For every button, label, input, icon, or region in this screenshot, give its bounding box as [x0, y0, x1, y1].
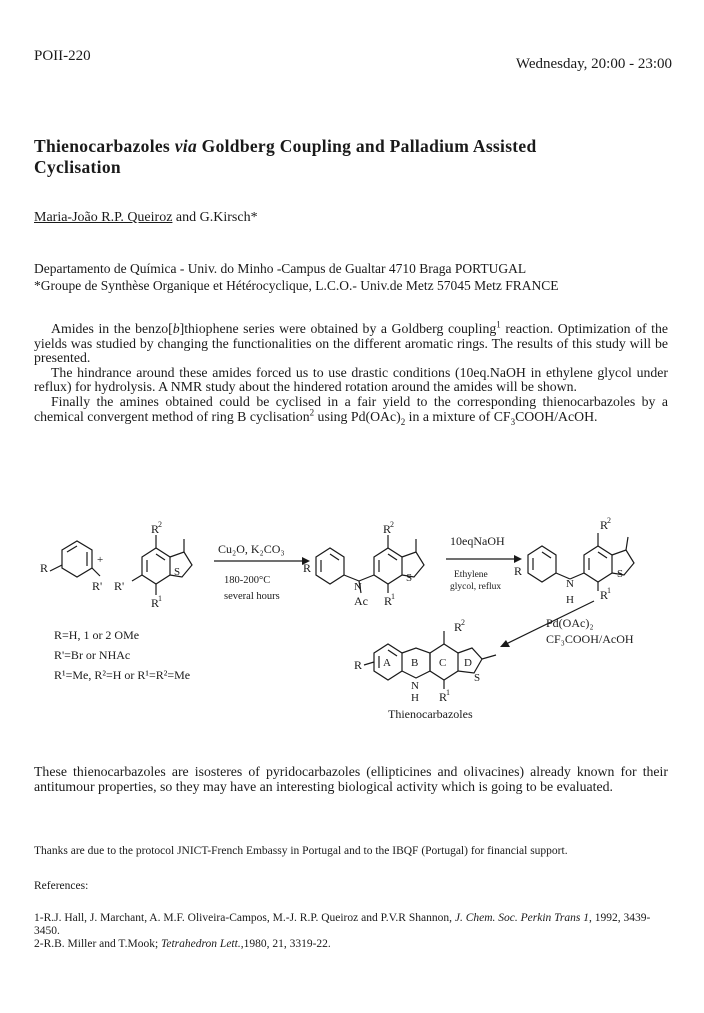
title-part1: Thienocarbazoles [34, 136, 175, 156]
scheme-lines [50, 533, 634, 689]
ring-label-b: B [411, 657, 419, 669]
p1-text-c: ]thiophene series were obtained by a Goldberg coupling [179, 321, 497, 336]
affiliation-2: *Groupe de Synthèse Organique et Hétérocyclique, L.C.O.- Univ.de Metz 57045 Metz FRANCE [34, 278, 559, 293]
step2-solvent-1: Ethylene [454, 570, 488, 580]
sup-r2-3: 2 [607, 516, 611, 525]
sup-r1-3: 1 [607, 586, 611, 595]
sup-r2-2: 2 [390, 520, 394, 529]
condition-3: R¹=Me, R²=H or R¹=R²=Me [54, 668, 191, 682]
references-heading: References: [34, 880, 89, 892]
ring-label-d: D [464, 657, 472, 669]
paper-title [34, 136, 674, 178]
title-via: via [174, 136, 197, 156]
acknowledgement: Thanks are due to the protocol JNICT-French Embassy in Portugal and to the IBQF (Portugal) for financial support. [34, 845, 568, 857]
label-r2-2: R [383, 522, 392, 536]
title-part2: Goldberg Coupling and Palladium Assisted [197, 136, 537, 156]
ring-label-c: C [439, 657, 447, 669]
ref2-authors: 2-R.B. Miller and T.Mook; [34, 938, 162, 950]
sup-r2-1: 2 [158, 520, 162, 529]
paragraph-2: The hindrance around these amides forced us to use drastic conditions (10eq.NaOH in ethylene glycol under reflux) for hydrolysis. A NMR study about the hindered rotation around the amides will be shown. [34, 364, 668, 395]
step3-reagent-1: Pd(OAc)₂ [546, 616, 594, 630]
label-h-2: H [411, 692, 419, 704]
step1-reagents: Cu₂O, K₂CO₃ [218, 542, 285, 556]
p1-text-b: b [172, 321, 180, 336]
step1-temp: 180-200°C [224, 575, 271, 586]
step2-reagent: 10eqNaOH [450, 534, 505, 548]
ref-sup-1: 1 [496, 319, 501, 330]
benzothiophene-2 [374, 548, 402, 584]
label-r-prime-2: R' [114, 579, 125, 593]
condition-2: R'=Br or NHAc [54, 648, 131, 662]
step1-time: several hours [224, 591, 280, 602]
ref-sup-2: 2 [309, 406, 315, 417]
label-r1-1: R [151, 596, 160, 610]
p3-sub-2: 3 [510, 416, 516, 427]
label-r-1: R [40, 561, 49, 575]
reaction-scheme [34, 515, 674, 725]
label-r-3: R [514, 564, 523, 578]
ref1-authors: 1-R.J. Hall, J. Marchant, A. M.F. Oliveira-Campos, M.-J. R.P. Queiroz and P.V.R Shannon, [34, 912, 455, 924]
benzene-ring-3 [528, 546, 556, 582]
references-list [34, 912, 668, 951]
ref1-details: , 1992, 3439-3450. [34, 912, 651, 937]
reference-1 [34, 912, 668, 938]
p3-text-d: COOH/AcOH. [515, 408, 598, 424]
ring-label-a: A [383, 657, 391, 669]
sup-r1-2: 1 [391, 592, 395, 601]
affiliation-1: Departamento de Química - Univ. do Minho -Campus de Gualtar 4710 Braga PORTUGAL [34, 261, 527, 276]
label-n-1: N [354, 581, 362, 593]
label-n-3: N [411, 680, 419, 692]
conclusion [34, 765, 668, 794]
paragraph-3 [34, 393, 668, 427]
label-s-3: S [617, 568, 624, 580]
p3-sub-1: 2 [400, 416, 406, 427]
condition-1: R=H, 1 or 2 OMe [54, 628, 140, 642]
ref2-details: ,1980, 21, 3319-22. [240, 938, 331, 950]
abstract-body [34, 319, 668, 427]
authors [34, 210, 258, 226]
p3-text-c: in a mixture of CF [405, 408, 511, 424]
label-r2-3: R [600, 518, 609, 532]
label-r1-2: R [384, 594, 393, 608]
step3-reagent-2: CF₃COOH/AcOH [546, 632, 634, 646]
label-s-4: S [474, 672, 481, 684]
session-time: Wednesday, 20:00 - 23:00 [515, 56, 672, 72]
reference-2 [34, 938, 668, 951]
label-r1-3: R [600, 588, 609, 602]
p3-text-b: using Pd(OAc) [314, 408, 401, 424]
label-r2-1: R [151, 522, 160, 536]
benzothiophene-3 [584, 546, 612, 582]
benzene-ring-2 [316, 548, 344, 584]
label-h-1: H [566, 594, 574, 606]
step2-solvent-2: glycol, reflux [450, 582, 502, 592]
label-s-1: S [174, 566, 181, 578]
label-r1-4: R [439, 690, 448, 704]
p1-text-a: Amides in the benzo[ [51, 321, 173, 336]
author-first: Maria-João R.P. Queiroz [34, 210, 173, 225]
session-code: POII-220 [34, 48, 91, 64]
label-plus: + [97, 554, 104, 566]
label-s-2: S [406, 572, 413, 584]
product-label: Thienocarbazoles [388, 707, 473, 721]
label-r-4: R [354, 658, 363, 672]
p3-text-a: Finally the amines obtained could be cyclised in a fair yield to the corresponding thienocarbazoles by a chemical convergent method of ring B cyclisation [34, 393, 668, 424]
label-ac: Ac [354, 594, 368, 608]
label-r2-4: R [454, 620, 463, 634]
title-line2: Cyclisation [34, 157, 121, 177]
p1-text-d: reaction. Optimization of the yields was studied by changing the functionalities on the different aromatic rings. The results of this study will be presented. [34, 321, 668, 366]
paragraph-1 [34, 319, 668, 366]
sup-r1-1: 1 [158, 594, 162, 603]
sup-r2-4: 2 [461, 618, 465, 627]
author-rest: and G.Kirsch* [172, 210, 258, 225]
label-r-prime-1: R' [92, 579, 103, 593]
label-n-2: N [566, 578, 574, 590]
benzothiophene-1 [142, 548, 170, 584]
conclusion-text: These thienocarbazoles are isosteres of pyridocarbazoles (ellipticines and olivacines) already known for their antitumour properties, so they may have an interesting biological activity which is going to be evaluated. [34, 764, 668, 794]
ref1-journal: J. Chem. Soc. Perkin Trans 1 [454, 912, 589, 924]
scheme-labels [40, 516, 634, 721]
ref2-journal: Tetrahedron Lett. [161, 938, 241, 950]
label-r-2: R [303, 561, 312, 575]
sup-r1-4: 1 [446, 688, 450, 697]
